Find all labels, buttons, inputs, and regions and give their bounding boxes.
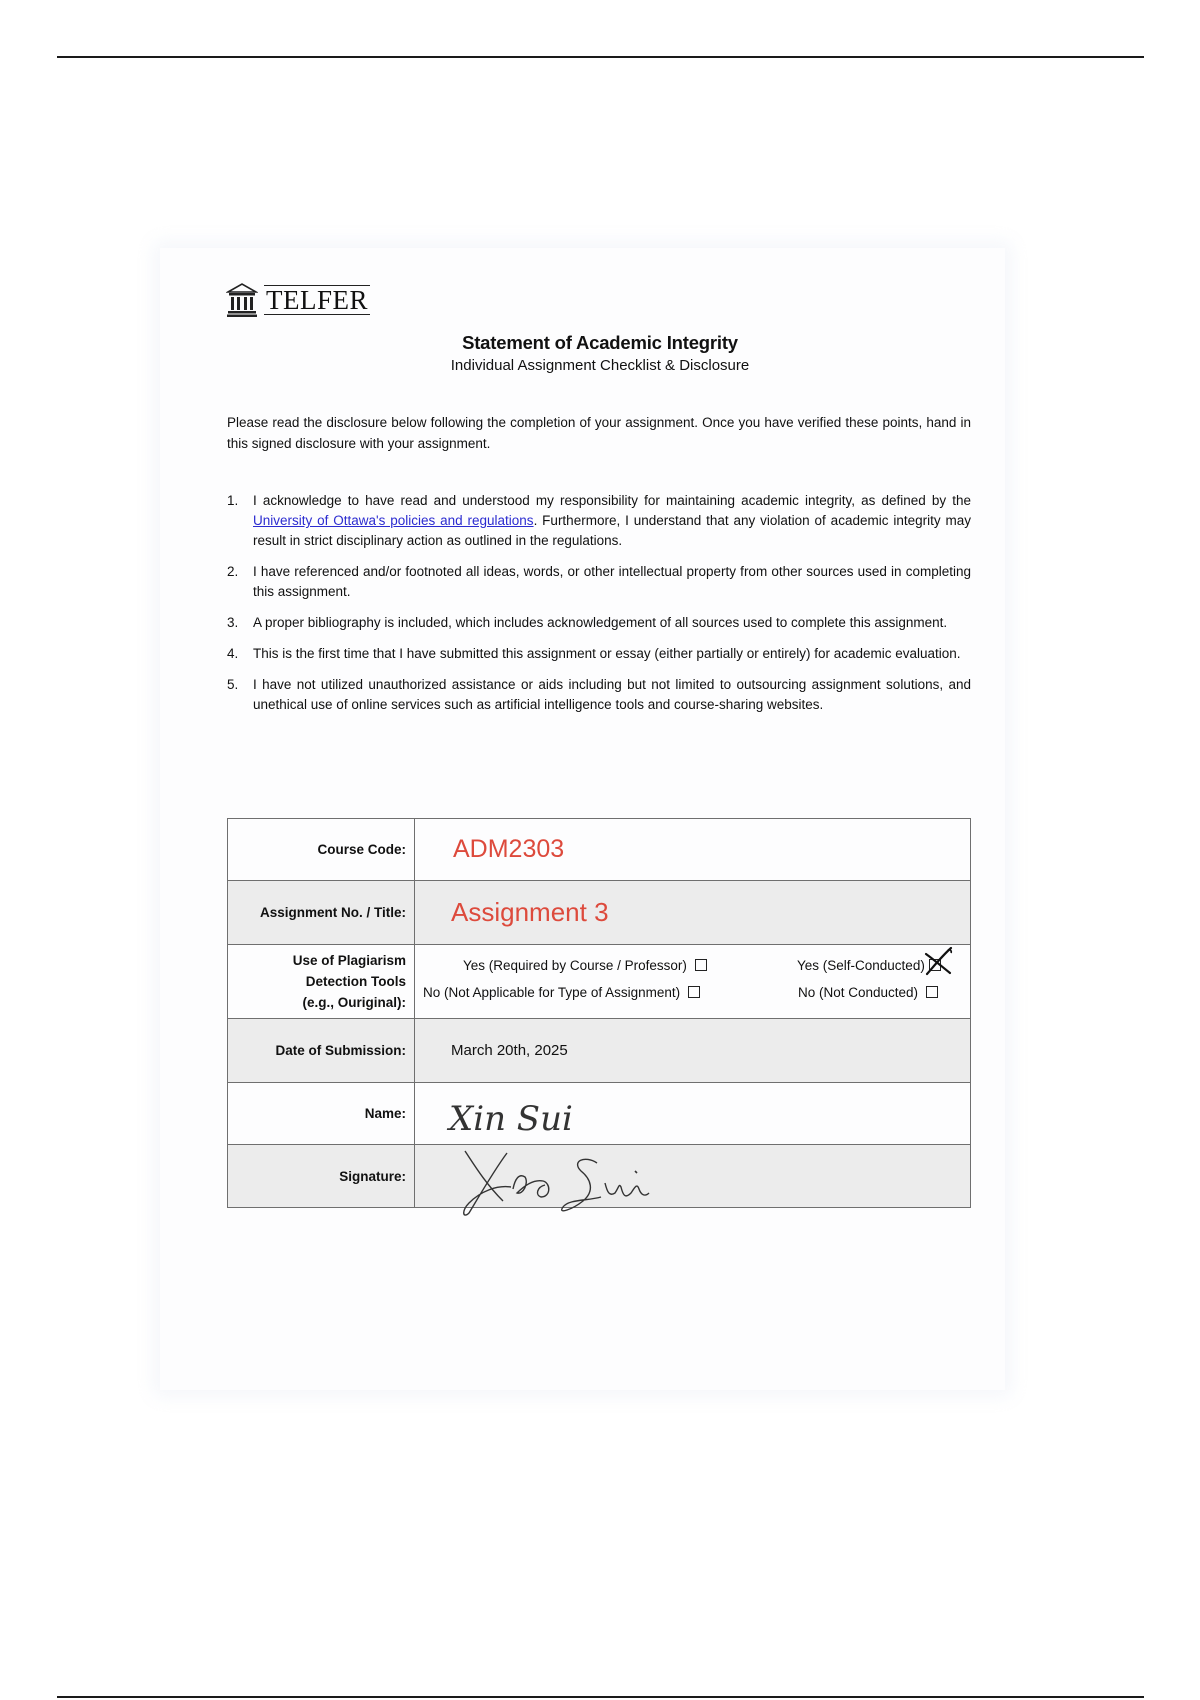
option-label: Yes (Required by Course / Professor) <box>463 957 687 973</box>
checked-x-icon <box>924 946 954 976</box>
item-text: This is the first time that I have submitted this assignment or essay (either partially or entirely) for academic evaluation. <box>253 646 961 661</box>
plagiarism-label <box>228 945 415 1019</box>
plagiarism-label-line: (e.g., Ouriginal): <box>302 995 406 1010</box>
assignment-value: Assignment 3 <box>451 897 609 927</box>
handwritten-name <box>415 1086 615 1142</box>
list-item <box>227 491 971 551</box>
telfer-logo <box>226 282 370 318</box>
name-label: Name: <box>228 1083 415 1145</box>
plagiarism-label-line: Detection Tools <box>305 974 406 989</box>
item-text: A proper bibliography is included, which includes acknowledgement of all sources used to complete this assignment. <box>253 615 948 630</box>
date-label: Date of Submission: <box>228 1019 415 1083</box>
item-number: 2. <box>227 564 239 579</box>
course-code-value: ADM2303 <box>453 835 565 863</box>
disclosure-list <box>227 491 971 726</box>
item-text: . Furthermore, I understand that any violation of academic integrity may result in strict disciplinary action as outlined in the regulations. <box>253 513 971 548</box>
name-field[interactable] <box>415 1083 971 1145</box>
course-code-row <box>228 819 971 881</box>
page-title: Statement of Academic Integrity <box>462 332 738 353</box>
signature-field[interactable] <box>415 1145 971 1208</box>
policies-link[interactable]: University of Ottawa's policies and regulations <box>253 513 534 528</box>
option-yes-self[interactable] <box>797 958 941 973</box>
list-item <box>227 675 971 715</box>
logo-wordmark: TELFER <box>266 285 368 315</box>
item-text: I have referenced and/or footnoted all ideas, words, or other intellectual property from other sources used in completing this assignment. <box>253 564 971 599</box>
item-number: 5. <box>227 677 239 692</box>
top-rule <box>57 56 1144 58</box>
item-text: I have not utilized unauthorized assistance or aids including but not limited to outsourcing assignment solutions, and unethical use of online services such as artificial intelligence tools and course-sharing websites. <box>253 677 971 712</box>
bottom-rule <box>57 1696 1144 1698</box>
item-text: I acknowledge to have read and understood my responsibility for maintaining academic integrity, as defined by the <box>253 493 971 508</box>
course-code-field[interactable] <box>415 819 971 881</box>
list-item <box>227 644 971 664</box>
plagiarism-row <box>228 945 971 1019</box>
signature-row <box>228 1145 971 1208</box>
submission-form <box>227 818 971 1208</box>
no-na-checkbox[interactable] <box>688 986 700 998</box>
intro-paragraph: Please read the disclosure below following the completion of your assignment. Once you have verified these points, hand in this signed disclosure with your assignment. <box>227 415 971 451</box>
date-row <box>228 1019 971 1083</box>
plagiarism-label-line: Use of Plagiarism <box>292 953 406 968</box>
option-yes-required[interactable] <box>463 958 707 973</box>
item-number: 3. <box>227 615 239 630</box>
signature-drawing <box>459 1143 699 1219</box>
building-icon <box>226 283 258 317</box>
signature-label: Signature: <box>228 1145 415 1208</box>
option-label: No (Not Conducted) <box>798 984 919 1000</box>
option-label: Yes (Self-Conducted) <box>797 957 925 973</box>
list-item <box>227 613 971 633</box>
date-value: March 20th, 2025 <box>451 1042 568 1059</box>
plagiarism-options <box>415 945 971 1019</box>
list-item <box>227 562 971 602</box>
option-no-not[interactable] <box>798 985 938 1000</box>
item-number: 4. <box>227 646 239 661</box>
name-row <box>228 1083 971 1145</box>
course-code-label: Course Code: <box>228 819 415 881</box>
assignment-label: Assignment No. / Title: <box>228 881 415 945</box>
yes-required-checkbox[interactable] <box>695 959 707 971</box>
date-field[interactable] <box>415 1019 971 1083</box>
no-not-checkbox[interactable] <box>926 986 938 998</box>
name-value: Xin Sui <box>449 1098 573 1139</box>
yes-self-checkbox[interactable] <box>929 959 941 971</box>
option-no-na[interactable] <box>423 985 700 1000</box>
page-subtitle: Individual Assignment Checklist & Disclosure <box>450 357 750 374</box>
option-label: No (Not Applicable for Type of Assignment) <box>423 984 681 1000</box>
item-number: 1. <box>227 493 239 508</box>
assignment-field[interactable] <box>415 881 971 945</box>
assignment-row <box>228 881 971 945</box>
